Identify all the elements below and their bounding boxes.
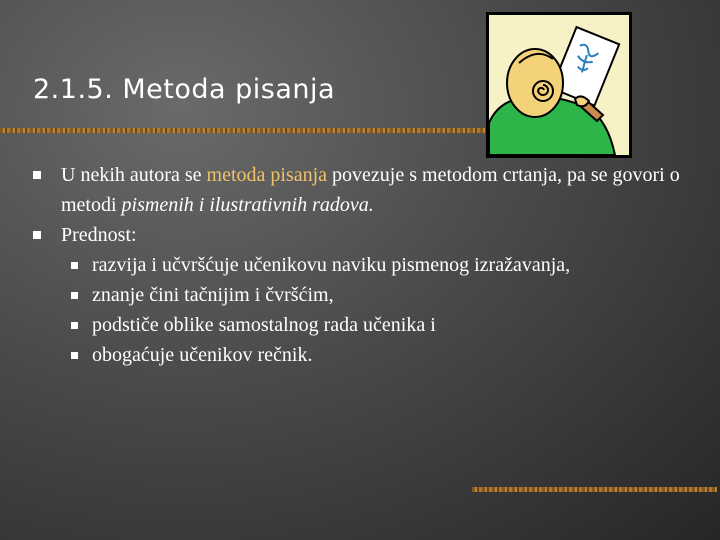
bullet-text: Prednost:: [61, 224, 137, 246]
sub-bullet-marker: [71, 322, 78, 329]
sub-bullet-item: [61, 310, 700, 340]
bullet-item: [30, 160, 700, 220]
highlight-term: metoda pisanja: [206, 164, 328, 186]
sub-bullet-text: razvija i učvršćuje učenikovu naviku pismenog izražavanja,: [92, 254, 571, 276]
bullet-text-middle: povezuje s metodom crtanja, pa se govori o metodi: [61, 164, 680, 216]
slide-title: 2.1.5. Metoda pisanja: [33, 74, 336, 105]
sub-bullet-item: [61, 250, 700, 280]
sub-bullet-item: [61, 340, 700, 370]
italic-term: pismenih i ilustrativnih radova.: [121, 194, 374, 216]
bullet-text-start: U nekih autora se: [61, 164, 207, 186]
sub-bullet-marker: [71, 352, 78, 359]
sub-bullet-text: znanje čini tačnijim i čvršćim,: [92, 284, 334, 306]
bullet-marker: [33, 231, 41, 239]
sub-bullet-marker: [71, 292, 78, 299]
sub-bullet-text: podstiče oblike samostalnog rada učenika i: [92, 314, 436, 336]
sub-bullet-item: [61, 280, 700, 310]
sub-bullet-marker: [71, 262, 78, 269]
bullet-item: [30, 220, 700, 370]
bottom-divider: [472, 487, 717, 492]
bullet-list: [30, 160, 700, 370]
title-divider: [0, 128, 490, 133]
sub-bullet-list: [61, 250, 700, 370]
writing-person-icon: [486, 12, 632, 158]
sub-bullet-text: obogaćuje učenikov rečnik.: [92, 344, 313, 366]
bullet-marker: [33, 171, 41, 179]
